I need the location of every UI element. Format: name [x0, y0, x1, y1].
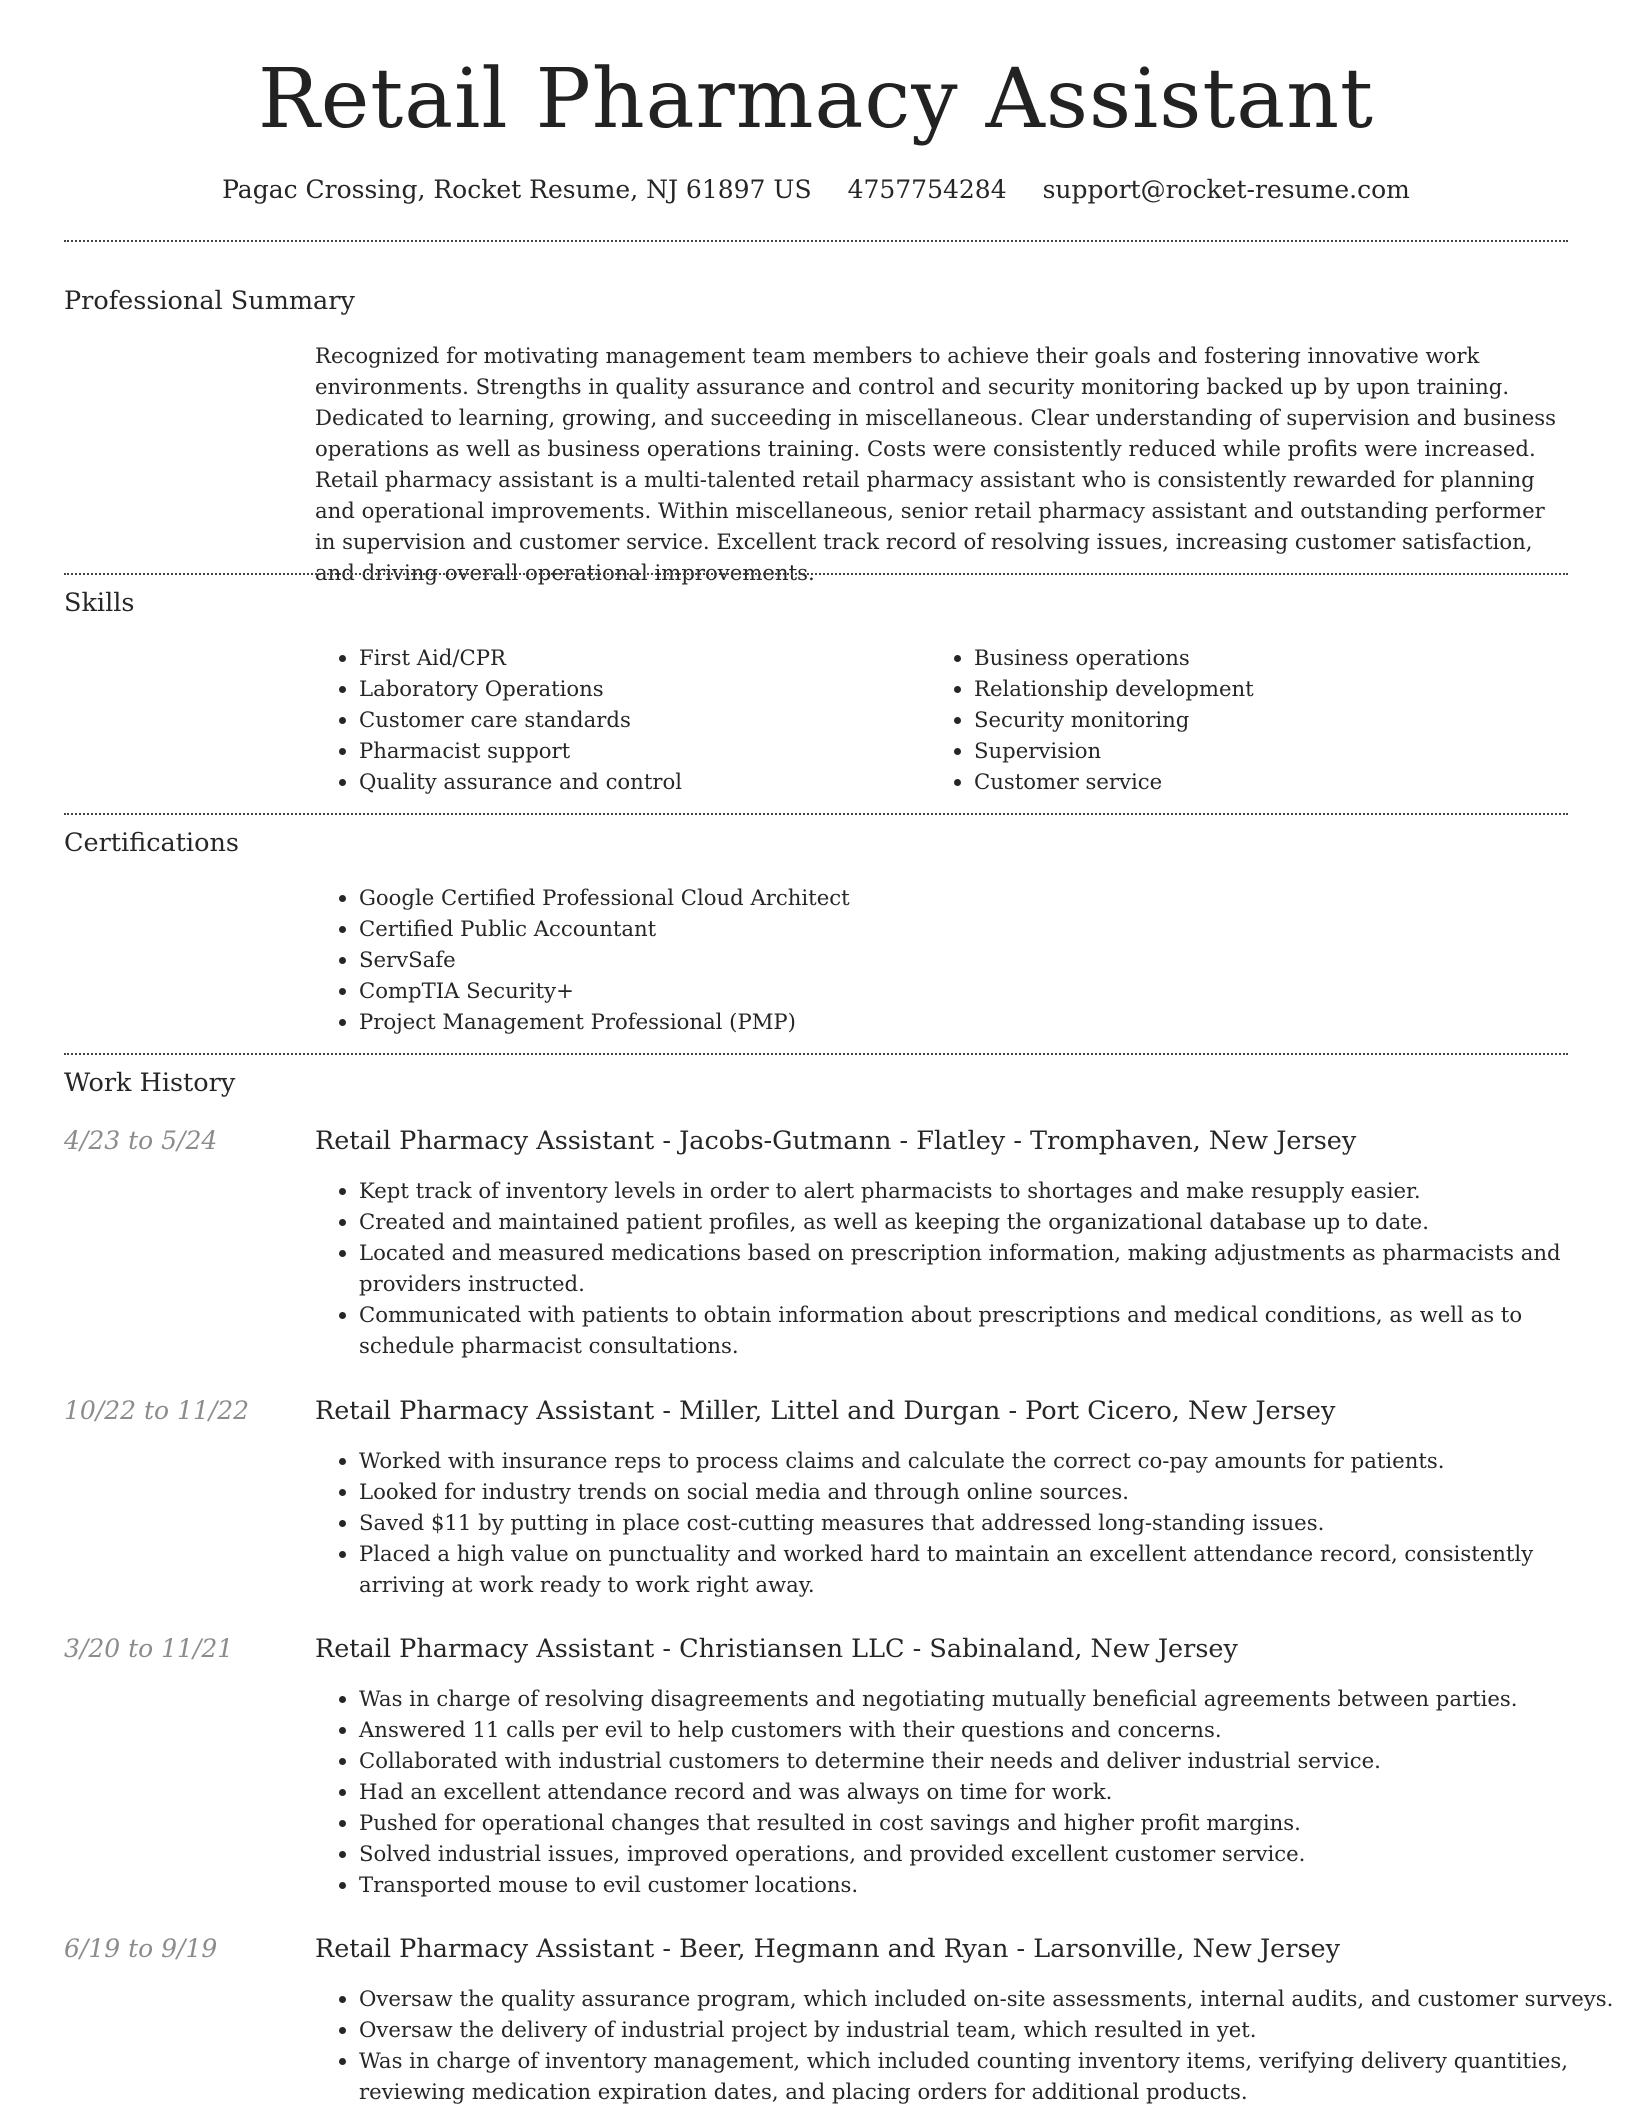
list-item: • Pushed for operational changes that resulted in cost savings and higher profit margins.: [359, 1807, 1614, 1838]
email-text: support@rocket-resume.com: [1042, 175, 1410, 204]
list-item: • Business operations: [974, 642, 1574, 673]
list-item: • Looked for industry trends on social media and through online sources.: [359, 1476, 1614, 1507]
list-item: • Created and maintained patient profiles, as well as keeping the organizational database up to date.: [359, 1206, 1614, 1237]
list-item: • Laboratory Operations: [359, 673, 919, 704]
job-dates: 3/20 to 11/21: [64, 1634, 234, 1663]
section-divider: [64, 573, 1568, 575]
list-item: • Had an excellent attendance record and was always on time for work.: [359, 1776, 1614, 1807]
list-item: • CompTIA Security+: [359, 975, 1559, 1006]
list-item: • Solved industrial issues, improved operations, and provided excellent customer service.: [359, 1838, 1614, 1869]
list-item: • Collaborated with industrial customers to determine their needs and deliver industrial service.: [359, 1745, 1614, 1776]
job-bullets: [315, 1983, 1614, 2107]
job-bullets: [315, 1445, 1614, 1600]
phone-text: 4757754284: [847, 175, 1007, 204]
job-title: Retail Pharmacy Assistant - Jacobs-Gutmann - Flatley - Tromphaven, New Jersey: [315, 1126, 1357, 1156]
job-dates: 4/23 to 5/24: [64, 1126, 218, 1155]
section-divider: [64, 240, 1568, 242]
list-item: • Oversaw the quality assurance program, which included on-site assessments, internal audits, and customer surveys.: [359, 1983, 1614, 2014]
summary-heading: Professional Summary: [64, 286, 355, 316]
job-bullets: [315, 1683, 1614, 1900]
resume-name: Retail Pharmacy Assistant: [258, 52, 1374, 147]
list-item: • Transported mouse to evil customer locations.: [359, 1869, 1614, 1900]
list-item: • Project Management Professional (PMP): [359, 1006, 1559, 1037]
list-item: • Communicated with patients to obtain information about prescriptions and medical conditions, as well as to schedule pharmacist consultations.: [359, 1299, 1614, 1361]
list-item: • Google Certified Professional Cloud Architect: [359, 882, 1559, 913]
list-item: • Oversaw the delivery of industrial project by industrial team, which resulted in yet.: [359, 2014, 1614, 2045]
list-item: • First Aid/CPR: [359, 642, 919, 673]
job-title: Retail Pharmacy Assistant - Miller, Littel and Durgan - Port Cicero, New Jersey: [315, 1396, 1336, 1426]
skills-list-left: [315, 642, 919, 797]
address-text: Pagac Crossing, Rocket Resume, NJ 61897 US: [222, 175, 812, 204]
job-title: Retail Pharmacy Assistant - Christiansen LLC - Sabinaland, New Jersey: [315, 1634, 1238, 1664]
work-history-heading: Work History: [64, 1068, 236, 1098]
list-item: • Kept track of inventory levels in order to alert pharmacists to shortages and make resupply easier.: [359, 1175, 1614, 1206]
list-item: • Certified Public Accountant: [359, 913, 1559, 944]
list-item: • Located and measured medications based on prescription information, making adjustments as pharmacists and providers instructed.: [359, 1237, 1614, 1299]
list-item: • Pharmacist support: [359, 735, 919, 766]
list-item: • Placed a high value on punctuality and worked hard to maintain an excellent attendance record, consistently arriving at work ready to work right away.: [359, 1538, 1614, 1600]
job-dates: 6/19 to 9/19: [64, 1934, 218, 1963]
skills-list-right: [930, 642, 1574, 797]
contact-line: [0, 170, 1632, 210]
list-item: • Was in charge of resolving disagreements and negotiating mutually beneficial agreements between parties.: [359, 1683, 1614, 1714]
skills-heading: Skills: [64, 588, 135, 618]
list-item: • Security monitoring: [974, 704, 1574, 735]
list-item: • Was in charge of inventory management, which included counting inventory items, verifying delivery quantities, reviewing medication expiration dates, and placing orders for additional products.: [359, 2045, 1614, 2107]
summary-text: Recognized for motivating management team members to achieve their goals and fostering innovative work environments. Strengths in quality assurance and control and security monitoring backed up by upon training. Dedicated to learning, growing, and succeeding in miscellaneous. Clear understanding of supervision and business operations as well as business operations training. Costs were consistently reduced while profits were increased. Retail pharmacy assistant is a multi-talented retail pharmacy assistant who is consistently rewarded for planning and operational improvements. Within miscellaneous, senior retail pharmacy assistant and outstanding performer in supervision and customer service. Excellent track record of resolving issues, increasing customer satisfaction, and driving overall operational improvements.: [315, 343, 1556, 585]
job-bullets: [315, 1175, 1614, 1361]
list-item: • Worked with insurance reps to process claims and calculate the correct co-pay amounts for patients.: [359, 1445, 1614, 1476]
job-dates: 10/22 to 11/22: [64, 1396, 250, 1425]
list-item: • Relationship development: [974, 673, 1574, 704]
list-item: • Saved $11 by putting in place cost-cutting measures that addressed long-standing issues.: [359, 1507, 1614, 1538]
list-item: • Customer service: [974, 766, 1574, 797]
list-item: • Customer care standards: [359, 704, 919, 735]
list-item: • ServSafe: [359, 944, 1559, 975]
section-divider: [64, 813, 1568, 815]
list-item: • Supervision: [974, 735, 1574, 766]
section-divider: [64, 1053, 1568, 1055]
certifications-list: [315, 882, 1559, 1037]
list-item: • Answered 11 calls per evil to help customers with their questions and concerns.: [359, 1714, 1614, 1745]
certifications-heading: Certifications: [64, 828, 239, 858]
list-item: • Quality assurance and control: [359, 766, 919, 797]
job-title: Retail Pharmacy Assistant - Beer, Hegmann and Ryan - Larsonville, New Jersey: [315, 1934, 1341, 1964]
